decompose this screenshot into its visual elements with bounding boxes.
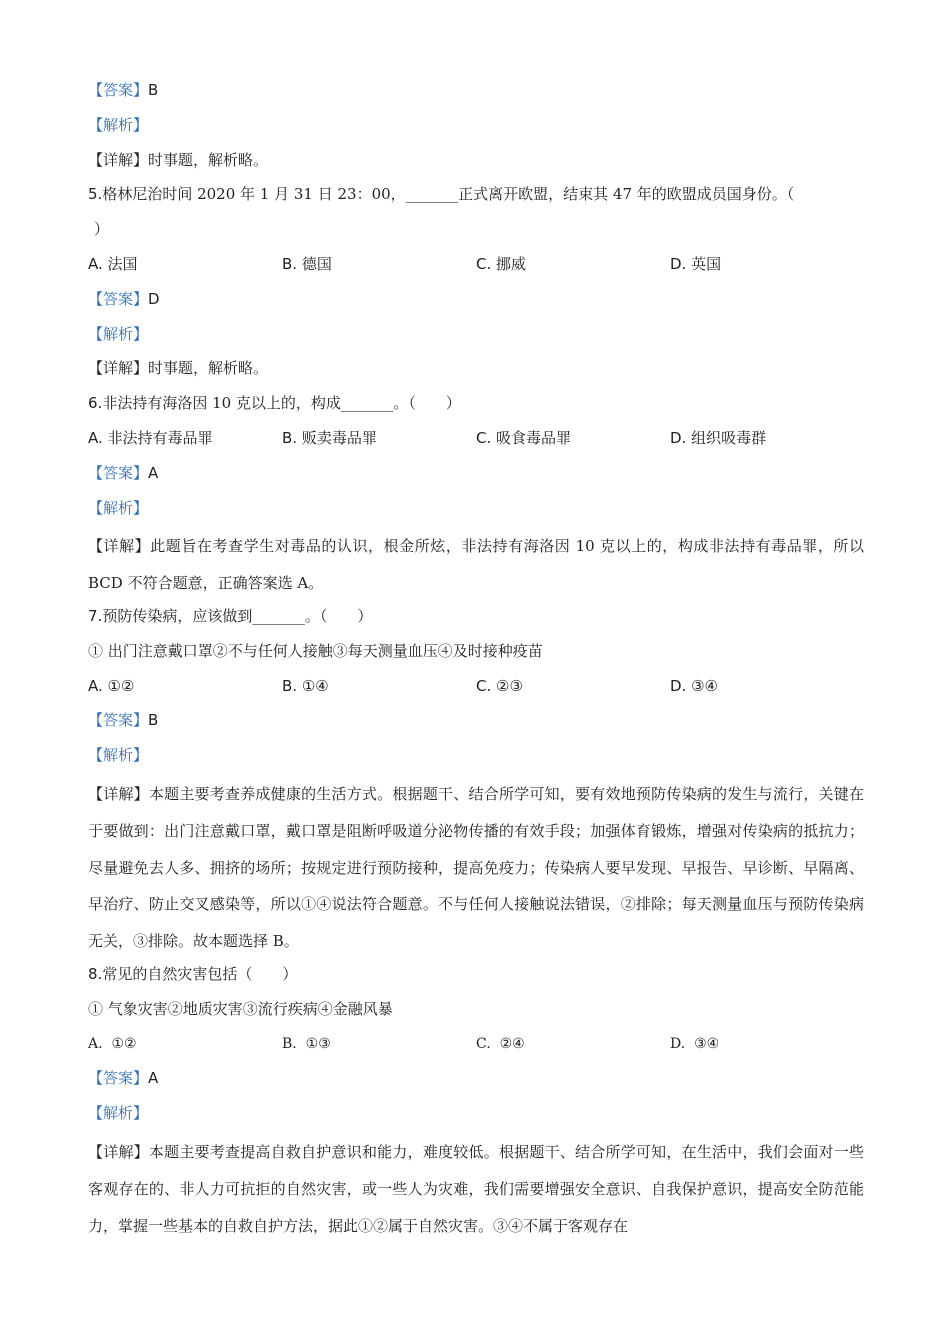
q8-detail-paragraph: [88, 1134, 864, 1244]
answer-tag: 【答案】: [88, 463, 149, 482]
q7-option-b: B. ①④: [282, 676, 329, 695]
q5-option-d: D. 英国: [670, 254, 722, 273]
q5-option-b: B. 德国: [282, 254, 332, 273]
q5-answer-line: [88, 285, 864, 320]
q5-stem-text-2: ）: [94, 220, 110, 239]
q6-options: [88, 424, 864, 459]
q7-number: 7.: [88, 606, 103, 625]
q6-detail: 此题旨在考查学生对毒品的认识，根金所炫，非法持有海洛因 10 克以上的，构成非法持有毒品罪，所以 BCD 不符合题意，正确答案选 A。: [88, 537, 864, 593]
q7-detail: 本题主要考查养成健康的生活方式。根据题干、结合所学可知，要有效地预防传染病的发生与流行，关键在于要做到：出门注意戴口罩，戴口罩是阻断呼吸道分泌物传播的有效手段；加强体育锻炼，增强对传染病的抵抗力；尽量避免去人多、拥挤的场所；按规定进行预防接种，提高免疫力；传染病人要早发现、早报告、早诊断、早隔离、早治疗、防止交叉感染等，所以①④说法符合题意。不与任何人接触说法错误，②排除；每天测量血压与预防传染病无关，③排除。故本题选择 B。: [88, 784, 864, 951]
q5-stem: [88, 180, 864, 215]
q8-detail: 本题主要考查提高自救自护意识和能力，难度较低。根据题干、结合所学可知，在生活中，我们会面对一些客观存在的、非人力可抗拒的自然灾害，或一些人为灾难，我们需要增强安全意识、自我保护意识，提高安全防范能力，掌握一些基本的自救自护方法，据此①②属于自然灾害。③④不属于客观存在: [88, 1142, 864, 1235]
q4-answer: B: [148, 81, 159, 99]
q6-option-c: C. 吸食毒品罪: [476, 428, 572, 447]
q6-option-b: B. 贩卖毒品罪: [282, 428, 377, 447]
q5-detail: 时事题，解析略。: [148, 359, 269, 378]
q8-option-a: A. ①②: [88, 1035, 137, 1052]
q8-stem: [88, 960, 864, 995]
q7-option-d: D. ③④: [670, 676, 719, 695]
q8-answer-line: [88, 1064, 864, 1099]
q8-options: [88, 1030, 864, 1065]
q7-detail-paragraph: [88, 776, 864, 960]
q5-stem-line2: [88, 215, 864, 250]
q6-answer-line: [88, 459, 864, 494]
q6-answer: A: [148, 463, 159, 482]
answer-tag: 【答案】: [88, 289, 149, 308]
q7-items: [88, 637, 864, 672]
answer-tag: 【答案】: [88, 81, 149, 99]
q7-option-a: A. ①②: [88, 676, 135, 695]
q5-number: 5.: [88, 185, 103, 204]
q6-option-d: D. 组织吸毒群: [670, 428, 767, 447]
q7-stem: [88, 602, 864, 637]
q8-stem-text: 常见的自然灾害包括（ ）: [102, 964, 298, 983]
analysis-tag: 【解析】: [88, 498, 149, 517]
q5-option-c: C. 挪威: [476, 254, 527, 273]
q5-detail-line: [88, 354, 864, 389]
q8-option-c: C. ②④: [476, 1035, 525, 1052]
detail-tag: 【详解】: [88, 150, 149, 169]
q5-option-a: A. 法国: [88, 254, 138, 273]
q8-option-d: D. ③④: [670, 1035, 720, 1052]
q8-option-b: B. ①③: [282, 1035, 331, 1052]
detail-tag: 【详解】: [88, 359, 149, 378]
analysis-tag: 【解析】: [88, 1104, 149, 1123]
q5-answer: D: [148, 289, 160, 308]
q7-analysis-line: [88, 741, 864, 776]
detail-tag: 【详解】: [88, 1142, 149, 1161]
q8-items: [88, 995, 864, 1030]
answer-tag: 【答案】: [88, 1069, 149, 1088]
q6-number: 6.: [88, 394, 103, 413]
analysis-tag: 【解析】: [88, 324, 149, 343]
q6-analysis-line: [88, 494, 864, 529]
q6-detail-paragraph: [88, 528, 864, 602]
q7-items-text: ① 出门注意戴口罩②不与任何人接触③每天测量血压④及时接种疫苗: [88, 641, 543, 660]
q8-number: 8.: [88, 964, 103, 983]
q6-option-a: A. 非法持有毒品罪: [88, 428, 213, 447]
q8-answer: A: [148, 1069, 159, 1088]
q7-stem-text: 预防传染病，应该做到_______。（ ）: [102, 606, 373, 625]
q4-answer-line: [88, 76, 864, 111]
q5-stem-text: 格林尼治时间 2020 年 1 月 31 日 23：00，_______正式离开欧盟，结束其 47 年的欧盟成员国身份。（: [102, 185, 795, 204]
q5-analysis-line: [88, 320, 864, 355]
analysis-tag: 【解析】: [88, 115, 149, 134]
q7-answer: B: [148, 711, 159, 730]
q4-analysis-line: [88, 111, 864, 146]
q7-options: [88, 672, 864, 707]
q6-stem: [88, 389, 864, 424]
q8-items-text: ① 气象灾害②地质灾害③流行疾病④金融风暴: [88, 999, 393, 1018]
q7-answer-line: [88, 706, 864, 741]
detail-tag: 【详解】: [88, 784, 149, 803]
answer-tag: 【答案】: [88, 711, 149, 730]
q4-detail-line: [88, 146, 864, 181]
detail-tag: 【详解】: [88, 537, 151, 556]
document-page: [88, 76, 864, 1244]
analysis-tag: 【解析】: [88, 746, 149, 765]
q6-stem-text: 非法持有海洛因 10 克以上的，构成_______。（ ）: [102, 394, 461, 413]
q4-detail: 时事题，解析略。: [148, 150, 269, 169]
q8-analysis-line: [88, 1099, 864, 1134]
q5-options: [88, 250, 864, 285]
q7-option-c: C. ②③: [476, 676, 523, 695]
